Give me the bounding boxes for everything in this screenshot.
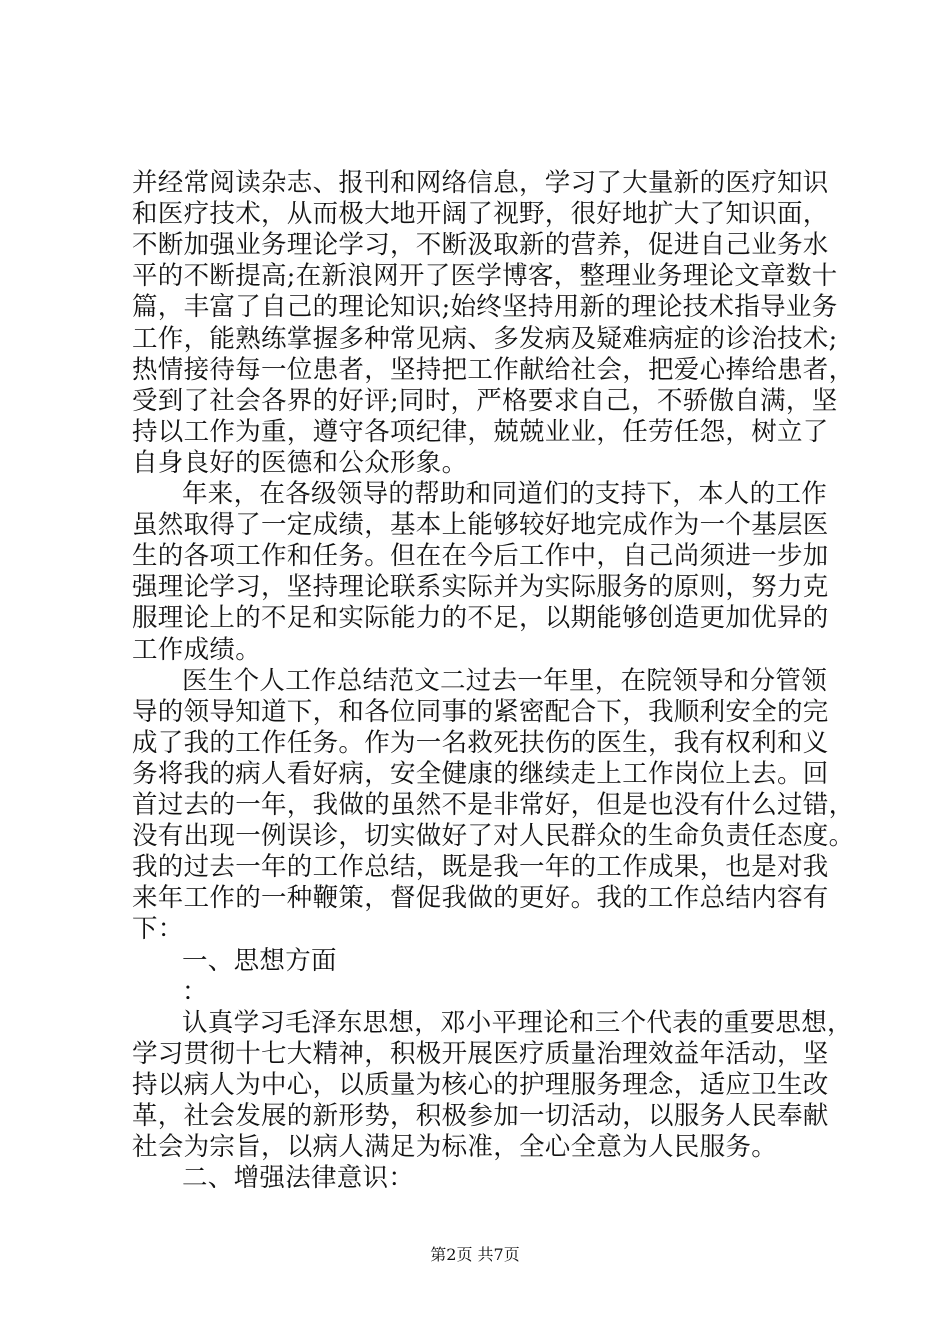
text-line: 强理论学习，坚持理论联系实际并为实际服务的原则，努力克: [132, 572, 829, 603]
text-line: 医生个人工作总结范文二过去一年里，在院领导和分管领: [182, 665, 828, 696]
text-line: 工作，能熟练掌握多种常见病、多发病及疑难病症的诊治技术;: [132, 323, 838, 354]
text-line: 没有出现一例误诊，切实做好了对人民群众的生命负责任态度。: [132, 821, 855, 852]
text-line: 社会为宗旨，以病人满足为标准，全心全意为人民服务。: [132, 1132, 778, 1163]
text-line: 并经常阅读杂志、报刊和网络信息，学习了大量新的医疗知识: [132, 168, 829, 198]
text-line: 服理论上的不足和实际能力的不足，以期能够创造更加优异的: [132, 603, 829, 634]
text-line: 革，社会发展的新形势，积极参加一切活动，以服务人民奉献: [132, 1101, 829, 1131]
text-line: 来年工作的一种鞭策，督促我做的更好。我的工作总结内容有: [132, 883, 829, 914]
text-line: ：: [182, 976, 208, 1007]
text-line: 学习贯彻十七大精神，积极开展医疗质量治理效益年活动，坚: [132, 1038, 829, 1069]
text-line: 不断加强业务理论学习，不断汲取新的营养，促进自己业务水: [132, 230, 829, 261]
text-line: 热情接待每一位患者，坚持把工作献给社会，把爱心捧给患者，: [132, 354, 855, 385]
text-line: 持以工作为重，遵守各项纪律，兢兢业业，任劳任怨，树立了: [132, 416, 829, 447]
text-line: 年来，在各级领导的帮助和同道们的支持下，本人的工作: [182, 479, 828, 509]
text-line: 虽然取得了一定成绩，基本上能够较好地完成作为一个基层医: [132, 510, 829, 541]
text-line: 工作成绩。: [132, 634, 262, 665]
text-line: 平的不断提高;在新浪网开了医学博客，整理业务理论文章数十: [132, 261, 838, 292]
text-line: 首过去的一年，我做的虽然不是非常好，但是也没有什么过错，: [132, 790, 855, 820]
text-line: 认真学习毛泽东思想，邓小平理论和三个代表的重要思想，: [182, 1007, 853, 1038]
text-line: 下：: [132, 914, 184, 945]
section-heading: 二、增强法律意识：: [182, 1163, 415, 1194]
text-line: 篇，丰富了自己的理论知识;始终坚持用新的理论技术指导业务: [132, 292, 838, 323]
text-line: 生的各项工作和任务。但在在今后工作中，自己尚须进一步加: [132, 541, 829, 572]
section-heading: 一、思想方面: [182, 945, 337, 976]
text-line: 务将我的病人看好病，安全健康的继续走上工作岗位上去。回: [132, 758, 829, 789]
text-line: 自身良好的医德和公众形象。: [132, 447, 468, 478]
text-line: 导的领导知道下，和各位同事的紧密配合下，我顺利安全的完: [132, 696, 829, 727]
text-line: 持以病人为中心，以质量为核心的护理服务理念，适应卫生改: [132, 1069, 829, 1100]
text-line: 我的过去一年的工作总结，既是我一年的工作成果，也是对我: [132, 852, 829, 883]
text-line: 和医疗技术，从而极大地开阔了视野，很好地扩大了知识面，: [132, 199, 829, 230]
page-number-footer: 第2页 共7页: [430, 1245, 520, 1264]
text-line: 成了我的工作任务。作为一名救死扶伤的医生，我有权利和义: [132, 727, 829, 758]
text-line: 受到了社会各界的好评;同时，严格要求自己，不骄傲自满，坚: [132, 385, 838, 416]
